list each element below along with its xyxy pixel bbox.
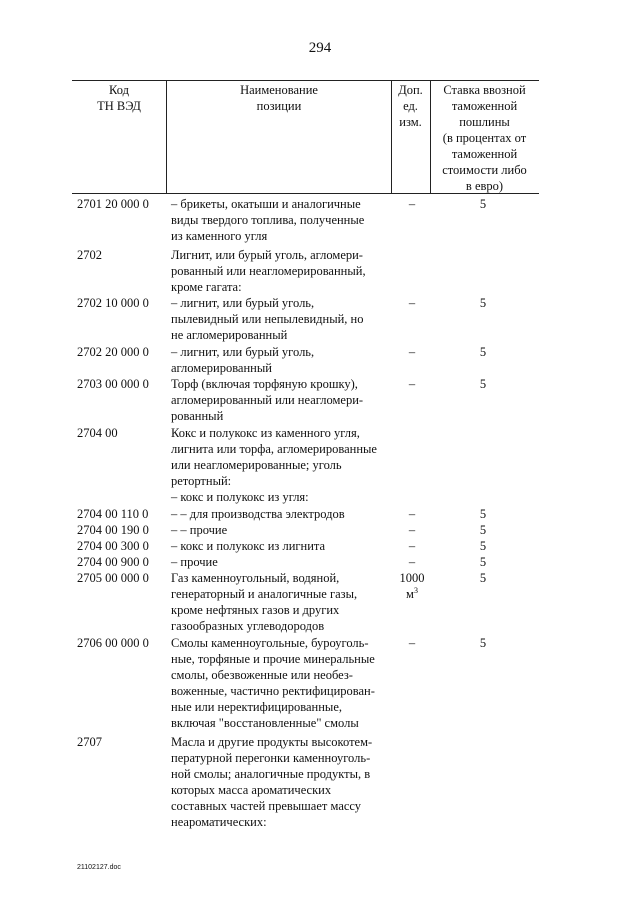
row-name	[171, 196, 393, 244]
row-name-line: – прочие	[171, 555, 218, 569]
row-name-line: не агломерированный	[171, 328, 288, 342]
row-name	[171, 538, 393, 554]
row-name-line: агломерированный	[171, 361, 272, 375]
row-name	[171, 570, 393, 634]
unit-amount: 1000	[399, 571, 425, 585]
row-code: 2705 00 000 0	[77, 571, 149, 585]
row-code: 2704 00 190 0	[77, 523, 149, 537]
row-name-line: ретортный:	[171, 474, 232, 488]
row-code: 2704 00 900 0	[77, 555, 149, 569]
row-name-line: Лигнит, или бурый уголь, агломери-	[171, 248, 363, 262]
row-rate: 5	[479, 507, 487, 521]
row-code: 2704 00 300 0	[77, 539, 149, 553]
row-name-line: виды твердого топлива, полученные	[171, 213, 365, 227]
header-unit-line: изм.	[399, 115, 422, 129]
header-code-line: Код	[109, 83, 129, 97]
row-name	[171, 425, 393, 505]
row-name-line: неароматических:	[171, 815, 267, 829]
row-name-line: Газ каменноугольный, водяной,	[171, 571, 340, 585]
row-unit: –	[408, 555, 416, 569]
row-name-line: – брикеты, окатыши и аналогичные	[171, 197, 361, 211]
row-code: 2702	[77, 248, 102, 262]
row-name-line: смолы, обезвоженные или необез-	[171, 668, 353, 682]
row-name	[171, 734, 393, 830]
row-name-line: генераторный и аналогичные газы,	[171, 587, 358, 601]
row-rate: 5	[479, 571, 487, 585]
header-name	[167, 82, 391, 114]
row-name-line: ные, торфяные и прочие минеральные	[171, 652, 375, 666]
row-unit	[394, 570, 430, 602]
row-name-line: Смолы каменноугольные, буроуголь-	[171, 636, 369, 650]
row-unit: –	[408, 345, 416, 359]
row-name-line: – – для производства электродов	[171, 507, 345, 521]
footer-filename: 21102127.doc	[77, 864, 121, 871]
row-name	[171, 295, 393, 343]
row-unit: –	[408, 197, 416, 211]
row-name-line: – – прочие	[171, 523, 228, 537]
row-rate: 5	[479, 555, 487, 569]
row-name-line: из каменного угля	[171, 229, 268, 243]
page-number: 294	[308, 40, 332, 56]
header-rate-line: Ставка ввозной	[443, 83, 526, 97]
header-name-line: Наименование	[240, 83, 318, 97]
header-rate-line: в евро)	[465, 179, 504, 193]
row-name-line: агломерированный или неагломери-	[171, 393, 364, 407]
row-rate: 5	[479, 539, 487, 553]
row-code: 2707	[77, 735, 102, 749]
row-rate: 5	[479, 197, 487, 211]
row-name-line: воженные, частично ректифицирован-	[171, 684, 375, 698]
row-name-line: кроме нефтяных газов и других	[171, 603, 340, 617]
row-code: 2702 20 000 0	[77, 345, 149, 359]
row-code: 2703 00 000 0	[77, 377, 149, 391]
unit-exponent: 3	[413, 585, 418, 595]
header-unit-line: Доп.	[398, 83, 423, 97]
row-code: 2704 00 110 0	[77, 507, 149, 521]
row-name	[171, 522, 393, 538]
row-name-line: – кокс и полукокс из угля:	[171, 490, 309, 504]
row-name	[171, 247, 393, 295]
row-name-line: которых масса ароматических	[171, 783, 332, 797]
header-rate-line: (в процентах от	[442, 131, 527, 145]
header-rate	[430, 82, 539, 194]
header-unit-line: ед.	[403, 99, 418, 113]
row-unit: –	[408, 636, 416, 650]
header-rate-line: таможенной	[451, 147, 518, 161]
row-name-line: Кокс и полукокс из каменного угля,	[171, 426, 360, 440]
row-code: 2704 00	[77, 426, 118, 440]
row-unit: –	[408, 539, 416, 553]
row-name	[171, 344, 393, 376]
row-name-line: ные или неректифицированные,	[171, 700, 343, 714]
row-name	[171, 554, 393, 570]
row-name-line: рованный	[171, 409, 224, 423]
row-rate: 5	[479, 377, 487, 391]
row-rate: 5	[479, 636, 487, 650]
row-name-line: рованный или неагломерированный,	[171, 264, 366, 278]
row-name-line: – лигнит, или бурый уголь,	[171, 345, 315, 359]
row-name-line: – кокс и полукокс из лигнита	[171, 539, 326, 553]
header-rate-line: пошлины	[459, 115, 510, 129]
row-name-line: пературной перегонки каменноуголь-	[171, 751, 371, 765]
row-name-line: составных частей превышает массу	[171, 799, 362, 813]
row-name-line: – лигнит, или бурый уголь,	[171, 296, 315, 310]
row-name-line: пылевидный или непылевидный, но	[171, 312, 364, 326]
header-unit	[391, 82, 430, 130]
row-name-line: ной смолы; аналогичные продукты, в	[171, 767, 371, 781]
row-name-line: кроме гагата:	[171, 280, 242, 294]
unit-measure: м	[406, 587, 414, 601]
row-name	[171, 376, 393, 424]
row-name-line: лигнита или торфа, агломерированные	[171, 442, 377, 456]
row-name	[171, 506, 393, 522]
row-rate: 5	[479, 523, 487, 537]
row-code: 2702 10 000 0	[77, 296, 149, 310]
row-unit: –	[408, 377, 416, 391]
header-code-line: ТН ВЭД	[97, 99, 141, 113]
row-unit: –	[408, 523, 416, 537]
header-code	[72, 82, 166, 114]
header-rate-line: стоимости либо	[442, 163, 527, 177]
row-name-line: включая "восстановленные" смолы	[171, 716, 359, 730]
header-name-line: позиции	[256, 99, 302, 113]
row-name	[171, 635, 393, 731]
row-unit: –	[408, 507, 416, 521]
row-code: 2706 00 000 0	[77, 636, 149, 650]
row-code: 2701 20 000 0	[77, 197, 149, 211]
row-name-line: газообразных углеводородов	[171, 619, 325, 633]
row-unit: –	[408, 296, 416, 310]
row-name-line: или неагломерированные; уголь	[171, 458, 342, 472]
row-rate: 5	[479, 296, 487, 310]
row-name-line: Торф (включая торфяную крошку),	[171, 377, 358, 391]
row-rate: 5	[479, 345, 487, 359]
table-top-rule	[72, 80, 539, 81]
row-name-line: Масла и другие продукты высокотем-	[171, 735, 373, 749]
header-rate-line: таможенной	[451, 99, 518, 113]
